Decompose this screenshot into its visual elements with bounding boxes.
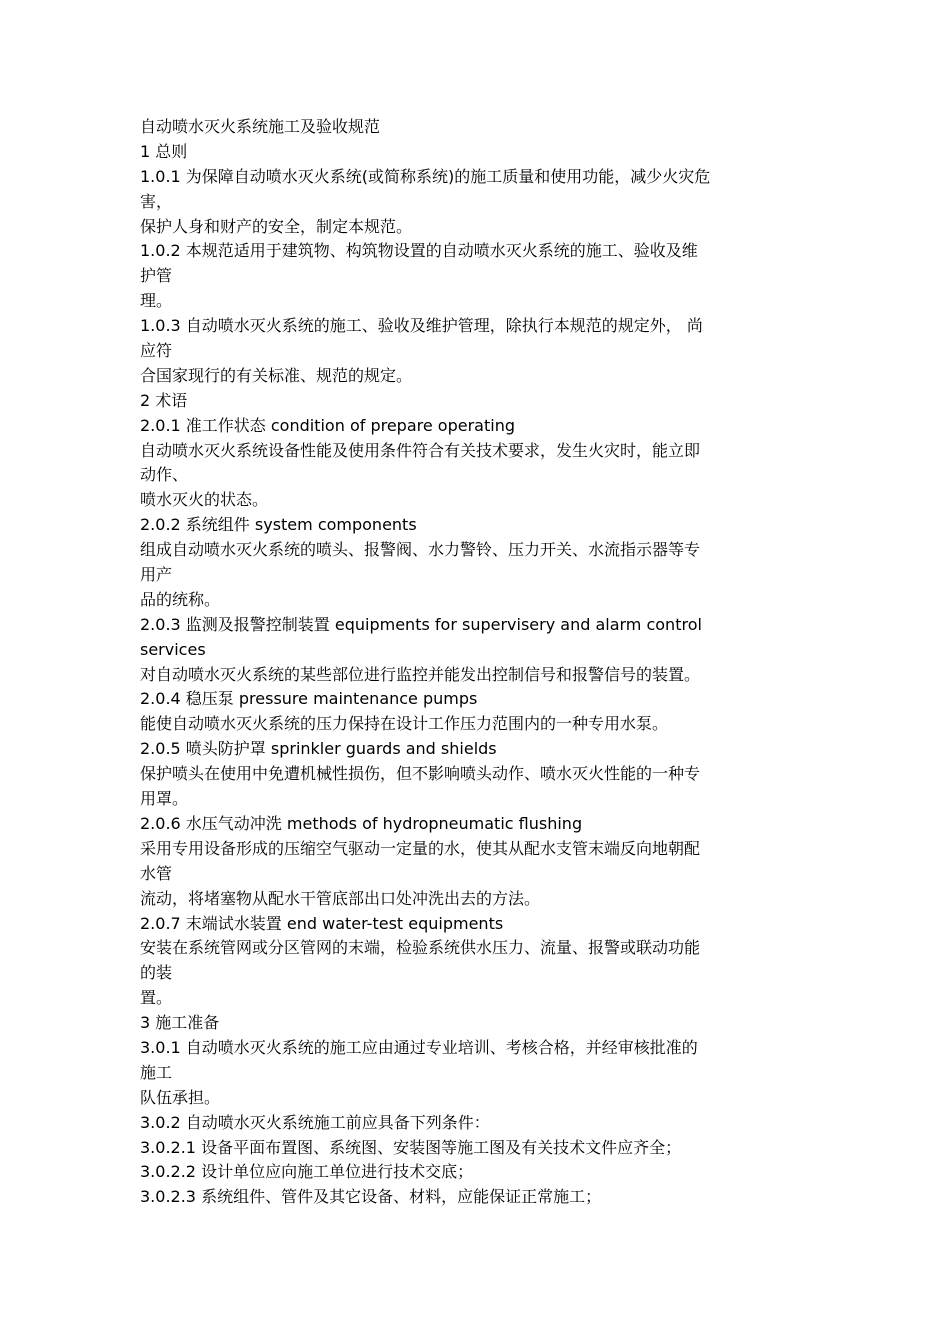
term-2-0-7-definition-cont: 的装 <box>140 963 173 983</box>
term-2-0-7-definition-cont: 置。 <box>140 988 173 1008</box>
term-2-0-1-definition-cont: 喷水灭火的状态。 <box>140 490 269 510</box>
term-2-0-1-definition-cont: 动作、 <box>140 465 189 485</box>
term-2-0-2-definition-cont: 品的统称。 <box>140 589 221 609</box>
section-heading-3: 3 施工准备 <box>140 1013 220 1033</box>
clause-3-0-1: 3.0.1 自动喷水灭火系统的施工应由通过专业培训、考核合格，并经审核批准的 <box>140 1037 698 1057</box>
term-2-0-3: 2.0.3 监测及报警控制装置 equipments for supervisery and alarm control <box>140 614 702 634</box>
term-2-0-6-definition: 采用专用设备形成的压缩空气驱动一定量的水，使其从配水支管末端反向地朝配 <box>140 838 701 858</box>
term-2-0-7-definition: 安装在系统管网或分区管网的末端，检验系统供水压力、流量、报警或联动功能 <box>140 938 701 958</box>
term-2-0-6-definition-cont: 水管 <box>140 863 173 883</box>
term-2-0-1-definition: 自动喷水灭火系统设备性能及使用条件符合有关技术要求，发生火灾时，能立即 <box>140 440 701 460</box>
clause-1-0-3-cont: 应符 <box>140 341 173 361</box>
clause-1-0-1-cont: 害， <box>140 191 173 211</box>
clause-1-0-3-cont: 合国家现行的有关标准、规范的规定。 <box>140 365 413 385</box>
clause-1-0-1-cont: 保护人身和财产的安全，制定本规范。 <box>140 216 413 236</box>
document-title: 自动喷水灭火系统施工及验收规范 <box>140 117 381 136</box>
term-2-0-2: 2.0.2 系统组件 system components <box>140 515 417 535</box>
clause-1-0-2-cont: 理。 <box>140 291 173 311</box>
term-2-0-5: 2.0.5 喷头防护罩 sprinkler guards and shields <box>140 739 497 759</box>
term-2-0-7: 2.0.7 末端试水装置 end water-test equipments <box>140 913 504 933</box>
clause-3-0-1-cont: 施工 <box>140 1062 173 1082</box>
clause-3-0-2: 3.0.2 自动喷水灭火系统施工前应具备下列条件： <box>140 1112 490 1132</box>
term-2-0-3-cont: services <box>140 639 206 659</box>
clause-3-0-1-cont: 队伍承担。 <box>140 1087 221 1107</box>
term-2-0-3-definition: 对自动喷水灭火系统的某些部位进行监控并能发出控制信号和报警信号的装置。 <box>140 664 701 684</box>
section-heading-2: 2 术语 <box>140 390 188 410</box>
term-2-0-2-definition: 组成自动喷水灭火系统的喷头、报警阀、水力警铃、压力开关、水流指示器等专 <box>140 540 701 560</box>
term-2-0-4-definition: 能使自动喷水灭火系统的压力保持在设计工作压力范围内的一种专用水泵。 <box>140 714 669 734</box>
term-2-0-5-definition-cont: 用罩。 <box>140 789 189 809</box>
clause-3-0-2-2: 3.0.2.2 设计单位应向施工单位进行技术交底； <box>140 1162 474 1182</box>
term-2-0-1: 2.0.1 准工作状态 condition of prepare operating <box>140 415 515 435</box>
clause-1-0-1: 1.0.1 为保障自动喷水灭火系统(或简称系统)的施工质量和使用功能，减少火灾危 <box>140 166 711 186</box>
section-heading-1: 1 总则 <box>140 141 188 161</box>
term-2-0-5-definition: 保护喷头在使用中免遭机械性损伤，但不影响喷头动作、喷水灭火性能的一种专 <box>140 764 701 784</box>
document-page <box>140 115 812 1210</box>
clause-1-0-2: 1.0.2 本规范适用于建筑物、构筑物设置的自动喷水灭火系统的施工、验收及维 <box>140 241 698 261</box>
term-2-0-6-definition-cont: 流动，将堵塞物从配水干管底部出口处冲洗出去的方法。 <box>140 888 541 908</box>
term-2-0-2-definition-cont: 用产 <box>140 565 173 585</box>
term-2-0-6: 2.0.6 水压气动冲洗 methods of hydropneumatic flushing <box>140 813 583 833</box>
clause-1-0-3: 1.0.3 自动喷水灭火系统的施工、验收及维护管理，除执行本规范的规定外， 尚 <box>140 316 703 336</box>
clause-3-0-2-3: 3.0.2.3 系统组件、管件及其它设备、材料，应能保证正常施工； <box>140 1187 602 1207</box>
clause-3-0-2-1: 3.0.2.1 设备平面布置图、系统图、安装图等施工图及有关技术文件应齐全； <box>140 1137 682 1157</box>
term-2-0-4: 2.0.4 稳压泵 pressure maintenance pumps <box>140 689 478 709</box>
clause-1-0-2-cont: 护管 <box>140 266 173 286</box>
